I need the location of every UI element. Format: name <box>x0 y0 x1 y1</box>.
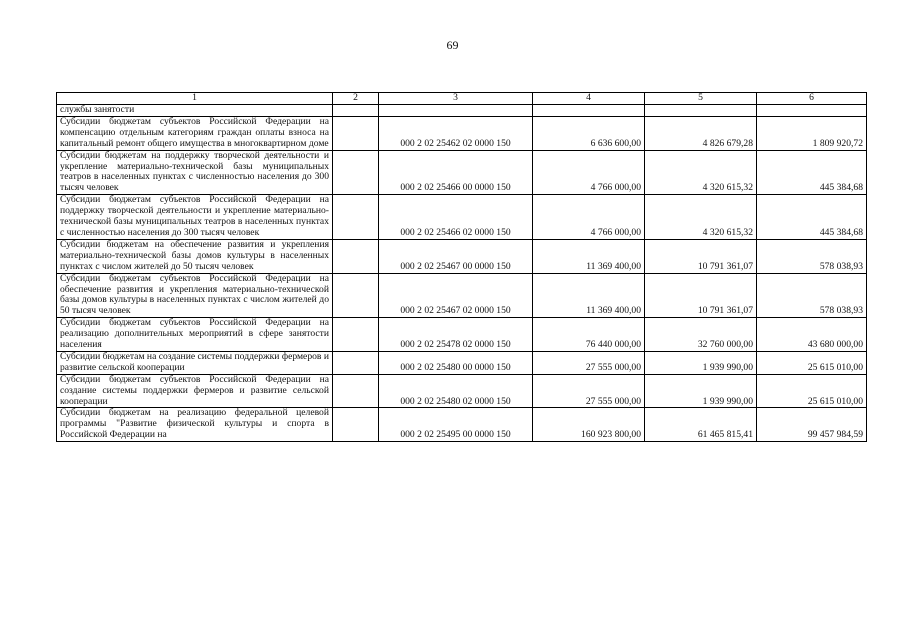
row-code: 000 2 02 25466 02 0000 150 <box>379 195 533 240</box>
row-col2 <box>333 318 379 352</box>
table-row <box>57 374 867 408</box>
row-description: Субсидии бюджетам на поддержку творческой деятельности и укрепление материально-технической базы муниципальных театров в населенных пунктах с численностью населения до 300 тысяч человек <box>57 150 333 195</box>
row-description: Субсидии бюджетам субъектов Российской Федерации на поддержку творческой деятельности и укрепление материально-технической базы муниципальных театров в населенных пунктах с численностью населения до 300 тысяч человек <box>57 195 333 240</box>
table-row <box>57 105 867 117</box>
row-col2 <box>333 239 379 273</box>
table-row <box>57 195 867 240</box>
row-value-5: 4 320 615,32 <box>645 195 757 240</box>
row-col2 <box>333 150 379 195</box>
row-col2 <box>333 408 379 442</box>
row-col2 <box>333 105 379 117</box>
row-description: Субсидии бюджетам на реализацию федеральной целевой программы "Развитие физической культуры и спорта в Российской Федерации на <box>57 408 333 442</box>
row-col2 <box>333 374 379 408</box>
column-header-4: 4 <box>533 93 645 105</box>
row-value-6: 25 615 010,00 <box>757 351 867 374</box>
row-value-6: 43 680 000,00 <box>757 318 867 352</box>
row-value-6: 25 615 010,00 <box>757 374 867 408</box>
row-value-6: 445 384,68 <box>757 195 867 240</box>
row-value-6: 578 038,93 <box>757 273 867 318</box>
table-row <box>57 318 867 352</box>
row-code <box>379 105 533 117</box>
row-value-4: 4 766 000,00 <box>533 195 645 240</box>
column-header-5: 5 <box>645 93 757 105</box>
row-code: 000 2 02 25478 02 0000 150 <box>379 318 533 352</box>
row-description: Субсидии бюджетам субъектов Российской Федерации на обеспечение развития и укрепления материально-технической базы домов культуры в населенных пунктах с числом жителей до 50 тысяч человек <box>57 273 333 318</box>
row-description: Субсидии бюджетам на создание системы поддержки фермеров и развитие сельской кооперации <box>57 351 333 374</box>
row-value-6 <box>757 105 867 117</box>
row-value-4 <box>533 105 645 117</box>
row-code: 000 2 02 25466 00 0000 150 <box>379 150 533 195</box>
budget-table <box>56 92 867 442</box>
row-col2 <box>333 195 379 240</box>
table-row <box>57 273 867 318</box>
row-description: Субсидии бюджетам субъектов Российской Федерации на создание системы поддержки фермеров и развитие сельской кооперации <box>57 374 333 408</box>
row-code: 000 2 02 25495 00 0000 150 <box>379 408 533 442</box>
column-header-1: 1 <box>57 93 333 105</box>
header-row <box>57 93 867 105</box>
row-value-5: 1 939 990,00 <box>645 374 757 408</box>
row-value-4: 27 555 000,00 <box>533 374 645 408</box>
row-value-6: 99 457 984,59 <box>757 408 867 442</box>
row-value-4: 4 766 000,00 <box>533 150 645 195</box>
row-value-5: 1 939 990,00 <box>645 351 757 374</box>
row-value-6: 445 384,68 <box>757 150 867 195</box>
table-row <box>57 351 867 374</box>
row-value-5 <box>645 105 757 117</box>
row-value-4: 76 440 000,00 <box>533 318 645 352</box>
column-header-2: 2 <box>333 93 379 105</box>
row-code: 000 2 02 25462 02 0000 150 <box>379 116 533 150</box>
table-row <box>57 408 867 442</box>
row-code: 000 2 02 25480 02 0000 150 <box>379 374 533 408</box>
row-value-4: 6 636 600,00 <box>533 116 645 150</box>
row-value-5: 10 791 361,07 <box>645 239 757 273</box>
row-value-5: 61 465 815,41 <box>645 408 757 442</box>
row-description: Субсидии бюджетам субъектов Российской Федерации на реализацию дополнительных мероприятий в сфере занятости населения <box>57 318 333 352</box>
row-description: Субсидии бюджетам субъектов Российской Федерации на компенсацию отдельным категориям граждан оплаты взноса на капитальный ремонт общего имущества в многоквартирном доме <box>57 116 333 150</box>
column-header-6: 6 <box>757 93 867 105</box>
row-code: 000 2 02 25467 02 0000 150 <box>379 273 533 318</box>
row-value-5: 4 826 679,28 <box>645 116 757 150</box>
row-description: службы занятости <box>57 105 333 117</box>
row-description: Субсидии бюджетам на обеспечение развития и укрепления материально-технической базы домов культуры в населенных пунктах с числом жителей до 50 тысяч человек <box>57 239 333 273</box>
row-code: 000 2 02 25480 00 0000 150 <box>379 351 533 374</box>
row-col2 <box>333 273 379 318</box>
table-row <box>57 239 867 273</box>
table-row <box>57 116 867 150</box>
row-value-4: 27 555 000,00 <box>533 351 645 374</box>
row-value-5: 4 320 615,32 <box>645 150 757 195</box>
table-row <box>57 150 867 195</box>
page-number: 69 <box>446 38 459 52</box>
row-col2 <box>333 116 379 150</box>
row-value-6: 1 809 920,72 <box>757 116 867 150</box>
row-value-6: 578 038,93 <box>757 239 867 273</box>
table-body <box>57 105 867 442</box>
row-value-4: 11 369 400,00 <box>533 239 645 273</box>
row-value-4: 11 369 400,00 <box>533 273 645 318</box>
row-value-4: 160 923 800,00 <box>533 408 645 442</box>
table-header <box>57 93 867 105</box>
row-value-5: 32 760 000,00 <box>645 318 757 352</box>
row-value-5: 10 791 361,07 <box>645 273 757 318</box>
column-header-3: 3 <box>379 93 533 105</box>
row-code: 000 2 02 25467 00 0000 150 <box>379 239 533 273</box>
row-col2 <box>333 351 379 374</box>
